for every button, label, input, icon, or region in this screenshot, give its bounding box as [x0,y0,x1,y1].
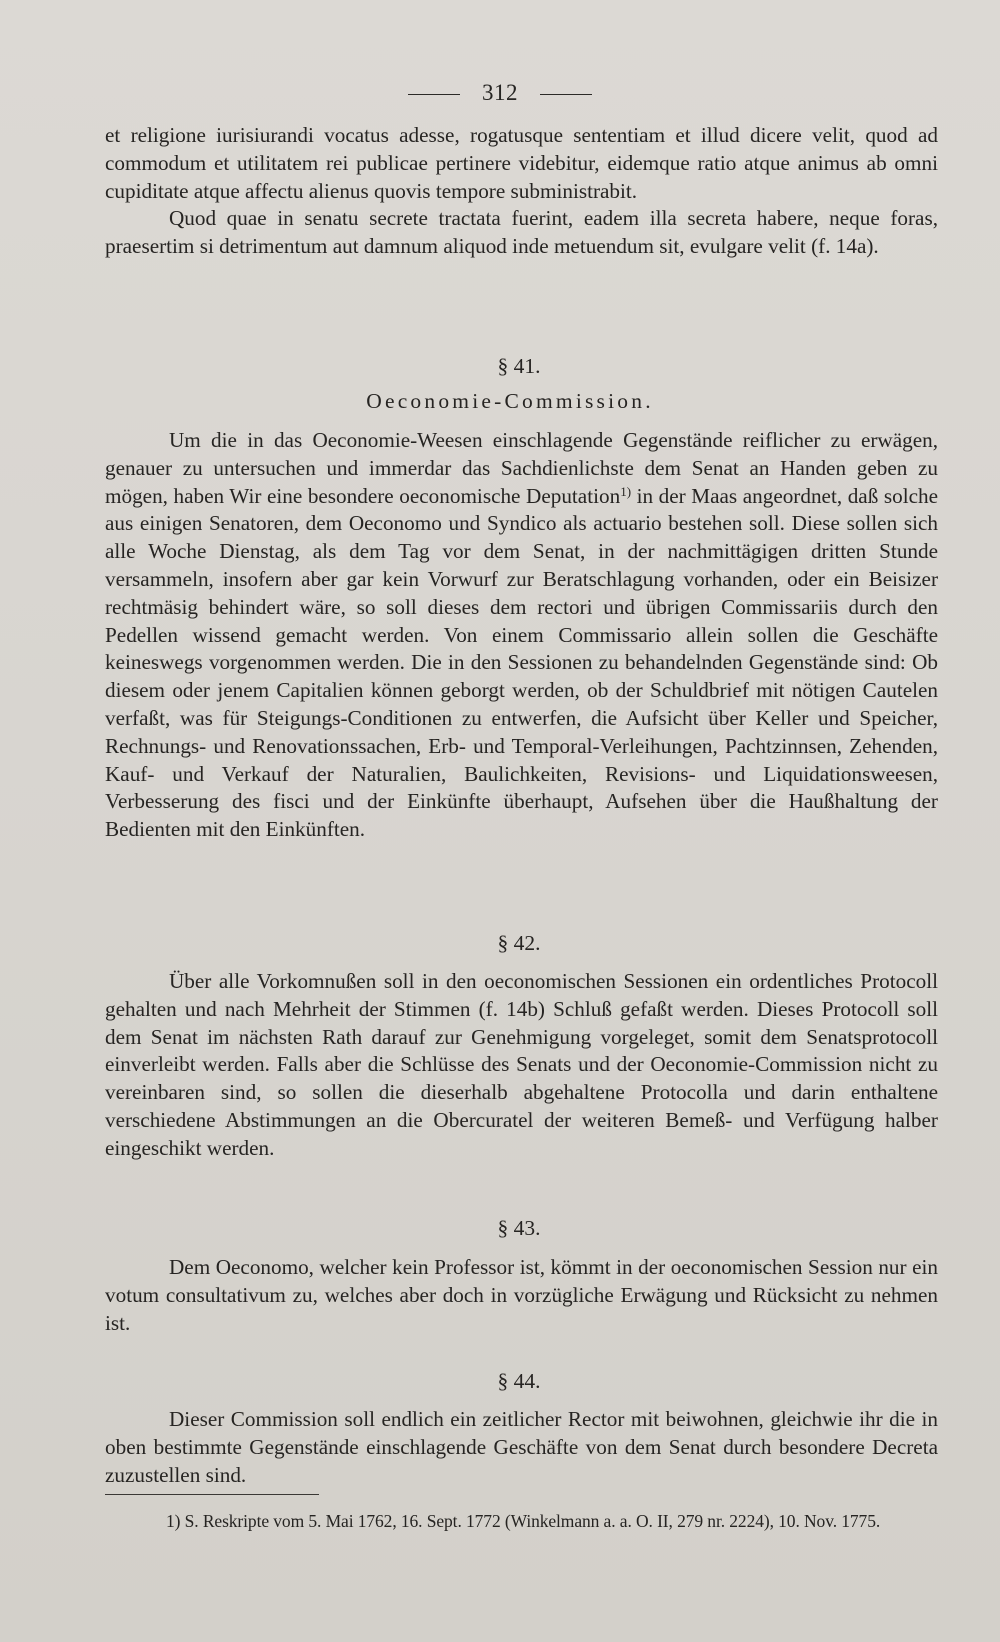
intro-paragraph-1: et religione iurisiurandi vocatus adesse, rogatusque sententiam et illud dicere velit, quod ad commodum et utilitatem rei publicae pertinere videbitur, eidemque ratio atque animus ab omni cupiditate atque affectu alienus quovis tempore subministrabit. [105,123,938,203]
section-43-text [105,1254,938,1337]
section-41-text [105,427,938,844]
footnote-rule [105,1494,319,1495]
page-number [0,80,1000,106]
page-number-text: 312 [482,80,518,105]
section-42-number: § 42. [497,931,541,955]
section-44-number: § 44. [497,1369,541,1393]
section-41-number: § 41. [497,354,541,378]
section-41-paragraph-start: Um die in das Oeconomie-Weesen einschlagende Gegenstände reiflicher zu erwägen, genauer zu untersuchen und immerdar das Sachdienlichste dem Senat an Handen geben zu mögen, haben Wir eine besondere oeconomische Deputation [105,428,938,508]
footnote: 1) S. Reskripte vom 5. Mai 1762, 16. Sept. 1772 (Winkelmann a. a. O. II, 279 nr. 2224), 10. Nov. 1775. [166,1511,881,1531]
intro-text [105,122,938,261]
section-41-paragraph [105,427,938,844]
page-number-right-rule [540,94,592,95]
section-42-text [105,968,938,1163]
section-43-paragraph: Dem Oeconomo, welcher kein Professor ist, kömmt in der oeconomischen Session nur ein votum consultativum zu, welches aber doch in vorzügliche Erwägung und Rücksicht zu nehmen ist. [105,1255,938,1335]
footnote-marker: 1) [620,483,632,499]
intro-paragraph-2: Quod quae in senatu secrete tractata fuerint, eadem illa secreta habere, neque foras, praesertim si detrimentum aut damnum aliquod inde metuendum sit, evulgare velit (f. 14a). [105,206,938,259]
page-number-left-rule [408,94,460,95]
section-42-paragraph: Über alle Vorkomnußen soll in den oeconomischen Sessionen ein ordentliches Protocoll gehalten und nach Mehrheit der Stimmen (f. 14b) Schluß gefaßt werden. Dieses Protocoll soll dem Senat im nächsten Rath darauf zur Genehmigung vorgeleget, somit dem Senatsprotocoll einverleibt werden. Falls aber die Schlüsse des Senats und der Oeconomie-Commission nicht zu vereinbaren sind, so sollen die dieserhalb abgehaltene Protocolla und darin enthaltene verschiedene Abstimmungen an die Obercuratel der weiteren Bemeß- und Verfügung halber eingeschikt werden. [105,969,938,1160]
section-44-paragraph: Dieser Commission soll endlich ein zeitlicher Rector mit beiwohnen, gleichwie ihr die in oben bestimmte Gegenstände einschlagende Geschäfte von dem Senat durch besondere Decreta zuzustellen sind. [105,1407,938,1487]
section-44-text [105,1406,938,1489]
section-41-title: Oeconomie-Commission. [366,389,654,413]
section-43-number: § 43. [497,1216,541,1240]
section-41-paragraph-rest: in der Maas angeordnet, daß solche aus einigen Senatoren, dem Oeconomo und Syndico als actuario bestehen soll. Diese sollen sich alle Woche Dienstag, als dem Tag vor dem Senat, in der nachmittägigen dritten Stunde versammeln, insofern aber gar kein Vorwurf zur Beratschlagung vorhanden, oder ein Beisizer rechtmäsig behindert wäre, so soll dieses dem rectori und übrigen Commissariis durch den Pedellen wissend gemacht werden. Von einem Commissario allein sollen die Geschäfte keineswegs vorgenommen werden. Die in den Sessionen zu behandelnden Gegenstände sind: Ob diesem oder jenem Capitalien können geborgt werden, ob der Schuldbrief mit nötigen Cautelen verfaßt, was für Steigungs-Conditionen zu entwerfen, die Aufsicht über Keller und Speicher, Rechnungs- und Renovationssachen, Erb- und Temporal-Verleihungen, Pachtzinnsen, Zehenden, Kauf- und Verkauf der Naturalien, Baulichkeiten, Revisions- und Liquidationsweesen, Verbesserung des fisci und der Einkünfte überhaupt, Aufsehen über die Haußhaltung der Bedienten mit den Einkünften. [105,483,938,842]
